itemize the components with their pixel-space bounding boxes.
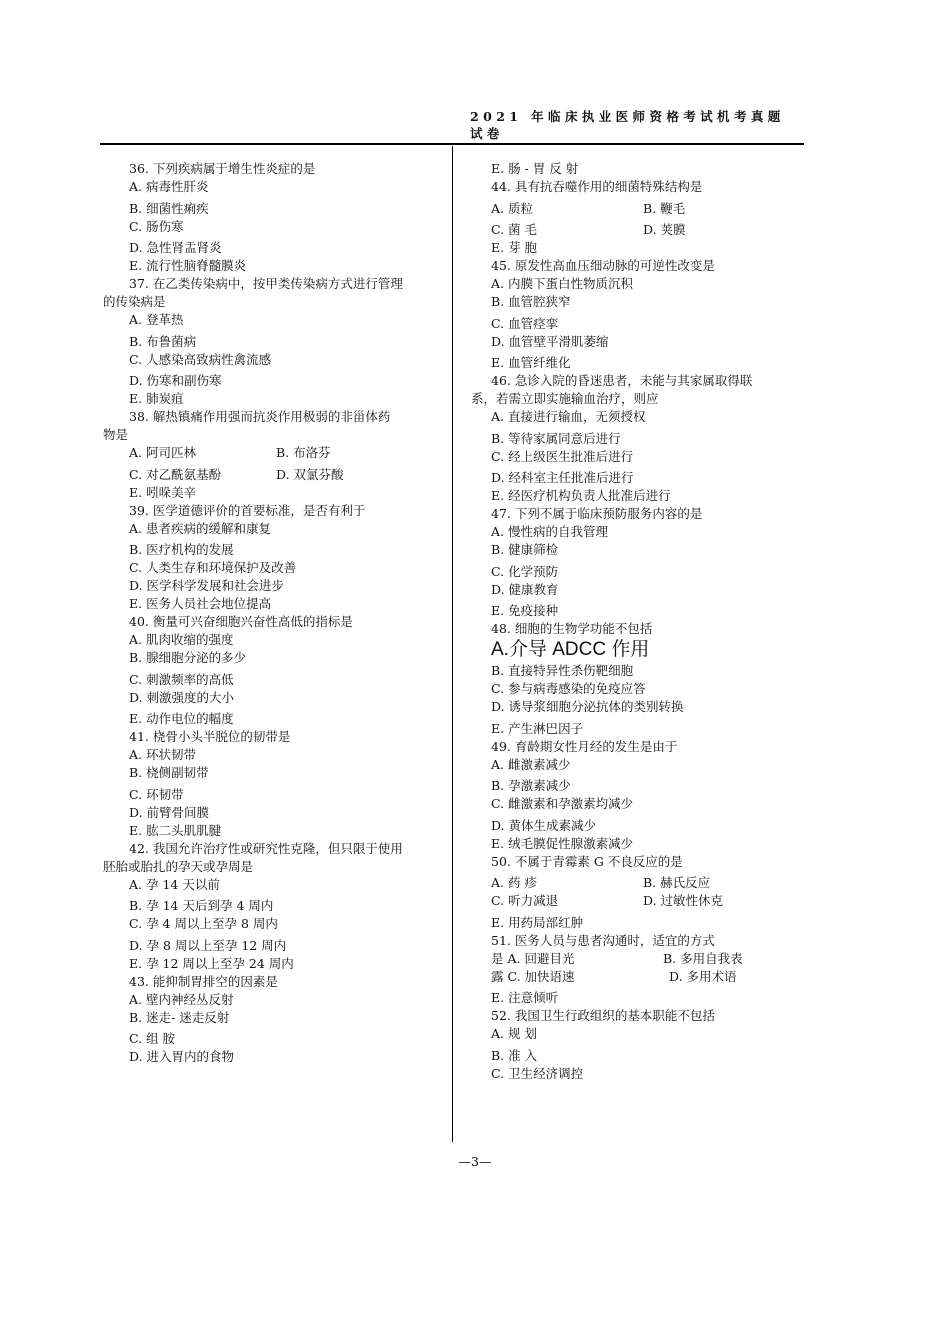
question-text: 43. 能抑制胃排空的因素是 xyxy=(129,973,278,989)
option: C. 刺激频率的高低 xyxy=(129,671,234,687)
option: C. 雌激素和孕激素均减少 xyxy=(491,796,634,811)
question-text: 45. 原发性高血压细动脉的可逆性改变是 xyxy=(491,258,715,273)
option: B. 桡侧副韧带 xyxy=(129,765,209,780)
option-row xyxy=(103,444,439,462)
option: E. 产生淋巴因子 xyxy=(491,720,584,736)
option: C. 人类生存和环境保护及改善 xyxy=(129,560,297,575)
question-40 xyxy=(103,613,439,728)
option: E. 肠 - 胃 反 射 xyxy=(491,161,579,176)
option-row xyxy=(471,892,804,910)
option: A. 阿司匹林 xyxy=(129,445,196,460)
option: A. 药 疹 xyxy=(491,875,537,890)
option: E. 医务人员社会地位提高 xyxy=(129,596,272,611)
question-text: 46. 急诊入院的昏迷患者，未能与其家属取得联 xyxy=(491,373,753,388)
question-48 xyxy=(471,620,804,738)
option: B. 赫氏反应 xyxy=(643,875,711,890)
option: A. 壁内神经丛反射 xyxy=(129,991,234,1007)
question-text: 44. 具有抗吞噬作用的细菌特殊结构是 xyxy=(491,179,703,194)
option: E. 注意倾听 xyxy=(491,990,559,1005)
column-divider xyxy=(452,146,453,1142)
question-text: 49. 育龄期女性月经的发生是由于 xyxy=(491,738,678,754)
question-text: 52. 我国卫生行政组织的基本职能不包括 xyxy=(491,1008,715,1023)
option: B. 等待家属同意后进行 xyxy=(491,430,621,446)
option: D. 刺激强度的大小 xyxy=(129,689,235,705)
option: B. 健康筛检 xyxy=(491,542,559,557)
question-text-cont: 系，若需立即实施输血治疗，则应 xyxy=(471,391,659,406)
option: B. 孕激素减少 xyxy=(491,778,571,793)
option: A. 登革热 xyxy=(129,312,184,327)
question-44 xyxy=(471,178,804,257)
option: B. 孕 14 天后到孕 4 周内 xyxy=(129,898,274,913)
option: D. 双氯芬酸 xyxy=(276,466,344,482)
option: D. 过敏性休克 xyxy=(643,893,724,908)
option: C. 环韧带 xyxy=(129,786,184,802)
option-row xyxy=(471,874,804,892)
option-row xyxy=(103,466,439,484)
option: B. 细菌性痢疾 xyxy=(129,200,209,216)
question-text-cont: 的传染病是 xyxy=(103,294,166,309)
option: D. 多用术语 xyxy=(669,968,737,984)
option: D. 诱导浆细胞分泌抗体的类别转换 xyxy=(491,699,684,714)
option: A. 慢性病的自我管理 xyxy=(491,524,608,539)
option: A. 病毒性肝炎 xyxy=(129,179,209,194)
option: D. 医学科学发展和社会进步 xyxy=(129,578,285,593)
option-row xyxy=(471,968,804,986)
header-title-line2: 试卷 xyxy=(470,126,504,141)
option: D. 急性肾盂肾炎 xyxy=(129,240,222,255)
question-text: 48. 细胞的生物学功能不包括 xyxy=(491,621,653,636)
option: C. 组 胺 xyxy=(129,1031,176,1046)
option: A. 质粒 xyxy=(491,200,533,216)
left-column xyxy=(103,160,439,1066)
option: A. 雌激素减少 xyxy=(491,756,571,772)
option-row xyxy=(471,221,804,239)
option: D. 伤寒和副伤寒 xyxy=(129,373,222,388)
option-large: A.介导 ADCC 作用 xyxy=(491,639,650,660)
question-text: 42. 我国允许治疗性或研究性克隆，但只限于使用 xyxy=(129,840,403,856)
question-text: 41. 桡骨小头半脱位的韧带是 xyxy=(129,729,291,744)
right-column xyxy=(471,160,804,1083)
option: C. 肠伤寒 xyxy=(129,218,184,234)
question-47 xyxy=(471,505,804,620)
question-text: 38. 解热镇痛作用强而抗炎作用极弱的非甾体药 xyxy=(129,409,391,424)
question-46 xyxy=(471,372,804,505)
question-38 xyxy=(103,408,439,502)
option: C. 血管痉挛 xyxy=(491,315,559,331)
option: E. 流行性脑脊髓膜炎 xyxy=(129,258,247,273)
option: A. 孕 14 天以前 xyxy=(129,876,220,892)
option: B. 布鲁菌病 xyxy=(129,333,197,349)
question-text: 40. 衡量可兴奋细胞兴奋性高低的指标是 xyxy=(129,614,353,629)
option: B. 直接特异性杀伤靶细胞 xyxy=(491,663,634,678)
option: D. 血管壁平滑肌萎缩 xyxy=(491,333,609,349)
option: C. 经上级医生批准后进行 xyxy=(491,448,634,464)
option: B. 迷走- 迷走反射 xyxy=(129,1009,230,1025)
document-header xyxy=(470,108,804,142)
option: E. 孕 12 周以上至孕 24 周内 xyxy=(129,955,294,971)
option: C. 参与病毒感染的免疫应答 xyxy=(491,681,646,696)
option: D. 孕 8 周以上至孕 12 周内 xyxy=(129,937,287,953)
question-text: 47. 下列不属于临床预防服务内容的是 xyxy=(491,506,703,521)
option: E. 用药局部红肿 xyxy=(491,914,584,930)
question-52 xyxy=(471,1007,804,1083)
option: 是 A. 回避目光 xyxy=(491,950,575,966)
option: A. 患者疾病的缓解和康复 xyxy=(129,520,271,536)
question-text: 50. 不属于青霉素 G 不良反应的是 xyxy=(491,853,683,869)
option-row xyxy=(471,950,804,968)
option: E. 血管纤维化 xyxy=(491,355,571,370)
page-number: —3— xyxy=(458,1154,492,1169)
option: D. 前臂骨间膜 xyxy=(129,804,210,820)
question-50 xyxy=(471,853,804,932)
option: D. 黄体生成素减少 xyxy=(491,817,597,833)
option: E. 免疫接种 xyxy=(491,603,559,618)
option: A. 肌肉收缩的强度 xyxy=(129,632,234,647)
question-text: 37. 在乙类传染病中，按甲类传染病方式进行管理 xyxy=(129,276,403,291)
option: D. 进入胃内的食物 xyxy=(129,1049,235,1064)
option: B. 腺细胞分泌的多少 xyxy=(129,650,247,665)
question-text: 51. 医务人员与患者沟通时，适宜的方式 xyxy=(491,932,715,948)
option: A. 规 划 xyxy=(491,1026,537,1041)
option: D. 荚膜 xyxy=(643,222,686,237)
option: B. 血管腔狭窄 xyxy=(491,294,571,309)
question-49 xyxy=(471,738,804,853)
question-text-cont: 物是 xyxy=(103,427,129,442)
question-42 xyxy=(103,840,439,973)
option: E. 肺炭疽 xyxy=(129,391,184,406)
option: E. 吲哚美辛 xyxy=(129,484,197,500)
option: B. 医疗机构的发展 xyxy=(129,542,234,557)
option: E. 动作电位的幅度 xyxy=(129,711,234,726)
option: A. 环状韧带 xyxy=(129,747,196,762)
option: C. 对乙酰氨基酚 xyxy=(129,466,222,482)
option: C. 孕 4 周以上至孕 8 周内 xyxy=(129,916,278,931)
option: B. 准 入 xyxy=(491,1047,538,1063)
question-43-continued xyxy=(471,160,804,178)
question-text: 39. 医学道德评价的首要标准，是否有利于 xyxy=(129,502,366,518)
question-39 xyxy=(103,502,439,614)
option: C. 化学预防 xyxy=(491,563,559,579)
question-36 xyxy=(103,160,439,275)
option: C. 菌 毛 xyxy=(491,222,538,237)
option: E. 芽 胞 xyxy=(491,240,538,255)
question-45 xyxy=(471,257,804,372)
option: C. 人感染高致病性禽流感 xyxy=(129,351,272,367)
question-51 xyxy=(471,932,804,1008)
question-43 xyxy=(103,973,439,1067)
option: E. 绒毛膜促性腺激素减少 xyxy=(491,835,634,851)
question-41 xyxy=(103,728,439,840)
question-37 xyxy=(103,275,439,408)
option: C. 听力减退 xyxy=(491,893,559,908)
option: E. 肱二头肌肌腱 xyxy=(129,822,222,838)
option: A. 直接进行输血，无须授权 xyxy=(491,409,646,424)
option-row xyxy=(471,200,804,218)
option: E. 经医疗机构负责人批准后进行 xyxy=(491,488,671,503)
question-text: 36. 下列疾病属于增生性炎症的是 xyxy=(129,161,316,176)
option: A. 内膜下蛋白性物质沉积 xyxy=(491,276,633,291)
option: D. 经科室主任批准后进行 xyxy=(491,470,634,485)
option: 露 C. 加快语速 xyxy=(491,968,575,984)
option: C. 卫生经济调控 xyxy=(491,1065,584,1081)
option: D. 健康教育 xyxy=(491,581,559,597)
option: B. 鞭毛 xyxy=(643,200,686,216)
header-divider xyxy=(100,143,804,145)
header-title-line1: 2021 年临床执业医师资格考试机考真题 xyxy=(470,109,785,124)
option: B. 多用自我表 xyxy=(663,950,743,966)
option: B. 布洛芬 xyxy=(276,445,331,460)
question-text-cont: 胚胎或胎扎的孕天或孕周是 xyxy=(103,858,254,874)
